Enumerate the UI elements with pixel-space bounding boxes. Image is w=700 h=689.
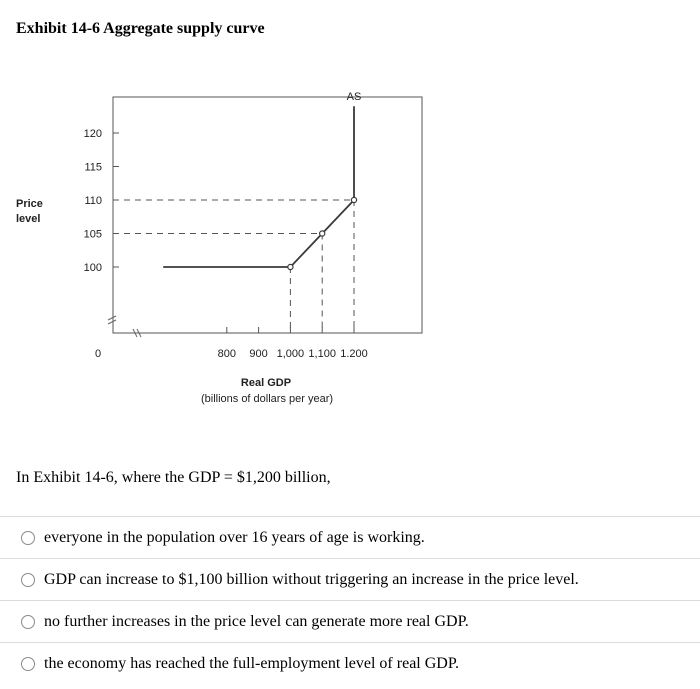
x-tick-labels bbox=[218, 348, 368, 360]
radio-button-icon[interactable] bbox=[21, 615, 35, 629]
x-tick-label: 800 bbox=[217, 348, 236, 360]
as-curve bbox=[163, 106, 354, 267]
x-tick-label: 1.200 bbox=[340, 348, 368, 360]
answer-option-3[interactable] bbox=[0, 600, 700, 642]
x-axis-sublabel: (billions of dollars per year) bbox=[200, 393, 334, 405]
radio-button-icon[interactable] bbox=[21, 657, 35, 671]
y-axis-label-line1: Price bbox=[16, 198, 43, 210]
answer-option-1[interactable] bbox=[0, 516, 700, 558]
as-series-label: AS bbox=[346, 91, 362, 104]
answer-option-text: no further increases in the price level can generate more real GDP. bbox=[44, 612, 469, 630]
answer-option-text: the economy has reached the full-employment level of real GDP. bbox=[44, 654, 459, 672]
answer-option-text: GDP can increase to $1,100 billion without triggering an increase in the price level. bbox=[44, 570, 579, 588]
plot-frame bbox=[113, 97, 422, 333]
origin-zero-label: 0 bbox=[94, 348, 102, 360]
y-tick-label: 105 bbox=[83, 228, 102, 241]
y-tick-labels bbox=[84, 128, 102, 274]
answer-option-2[interactable] bbox=[0, 558, 700, 600]
answer-options bbox=[0, 516, 700, 684]
x-tick-label: 1,000 bbox=[276, 348, 305, 360]
exhibit-title: Exhibit 14-6 Aggregate supply curve bbox=[16, 20, 265, 37]
x-tick-label: 1,100 bbox=[308, 348, 336, 360]
x-axis-label: Real GDP bbox=[240, 377, 292, 389]
x-tick-label: 900 bbox=[249, 348, 268, 360]
y-tick-label: 120 bbox=[83, 128, 102, 140]
y-axis-label-line2: level bbox=[16, 213, 41, 225]
curve-point-marker bbox=[320, 231, 325, 236]
radio-button-icon[interactable] bbox=[21, 531, 35, 545]
aggregate-supply-chart bbox=[0, 80, 700, 420]
question-text: In Exhibit 14-6, where the GDP = $1,200 billion, bbox=[16, 469, 331, 486]
y-tick-label: 115 bbox=[84, 161, 102, 174]
answer-option-text: everyone in the population over 16 years of age is working. bbox=[44, 528, 425, 546]
y-tick-label: 110 bbox=[84, 195, 102, 207]
y-axis-break-mark bbox=[108, 316, 116, 324]
y-tick-label: 100 bbox=[83, 262, 102, 274]
radio-button-icon[interactable] bbox=[21, 573, 35, 587]
curve-point-marker bbox=[288, 264, 293, 269]
answer-option-4[interactable] bbox=[0, 642, 700, 684]
curve-point-marker bbox=[351, 197, 356, 202]
